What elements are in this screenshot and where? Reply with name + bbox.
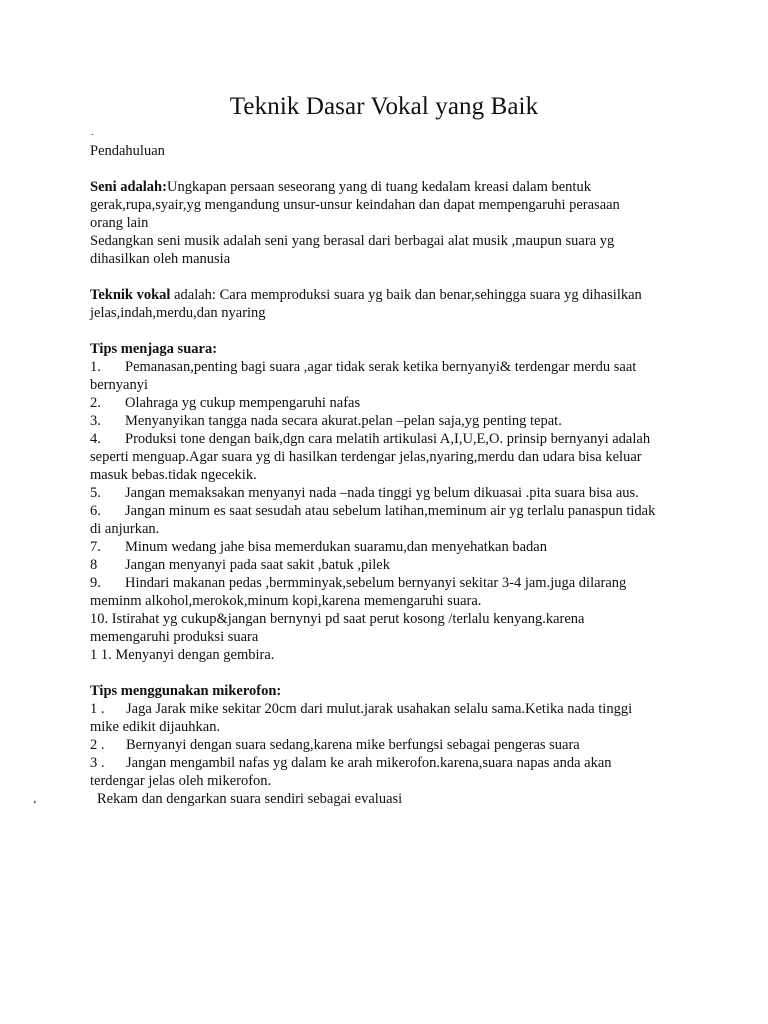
list-item-text: Jangan minum es saat sesudah atau sebelum latihan,meminum air yg terlalu panaspun tidak (125, 503, 656, 519)
list-item-line (90, 502, 690, 520)
teknik-definition-line-2: jelas,indah,merdu,dan nyaring (90, 305, 266, 321)
list-item-line (90, 754, 690, 772)
list-number: 5. (90, 485, 101, 501)
tips-suara-list (90, 358, 690, 610)
list-item-text: Jangan menyanyi pada saat sakit ,batuk ,pilek (125, 557, 390, 573)
list-item-line (90, 412, 690, 430)
seni-definition-line-2: gerak,rupa,syair,yg mengandung unsur-unsur keindahan dan dapat mempengaruhi perasaan (90, 197, 620, 213)
tips-mic-last-item (33, 790, 690, 808)
intro-heading: Pendahuluan (90, 143, 165, 159)
tips-suara-item-10-line-1: 10. Istirahat yg cukup&jangan bernynyi pd saat perut kosong /terlalu kenyang.karena (90, 611, 585, 627)
seni-label: Seni adalah: (90, 179, 167, 195)
list-item-line (90, 484, 690, 502)
list-item-line (90, 448, 690, 466)
list-item-text: mike edikit dijauhkan. (90, 719, 221, 735)
list-item-text: Jangan memaksakan menyanyi nada –nada tinggi yg belum dikuasai .pita suara bisa aus. (125, 485, 639, 501)
list-number: 1 . (90, 701, 105, 717)
list-item-line (90, 718, 690, 736)
tips-suara-item-11: 1 1. Menyanyi dengan gembira. (90, 647, 275, 663)
teknik-label: Teknik vokal (90, 287, 171, 303)
tips-suara-item-10-line-2: memengaruhi produksi suara (90, 629, 259, 645)
list-item-text: di anjurkan. (90, 521, 160, 537)
list-item-text: Rekam dan dengarkan suara sendiri sebagai evaluasi (97, 791, 403, 807)
list-item-line (90, 592, 690, 610)
stray-dot: . (91, 127, 94, 138)
tips-mic-list (90, 700, 690, 790)
list-number: 2 . (90, 737, 105, 753)
document-title: Teknik Dasar Vokal yang Baik (229, 93, 539, 120)
list-item-text: Olahraga yg cukup mempengaruhi nafas (125, 395, 361, 411)
list-number: 6. (90, 503, 101, 519)
list-item-line (90, 736, 690, 754)
list-number: . (33, 791, 37, 807)
list-item-line (90, 394, 690, 412)
list-number: 3. (90, 413, 101, 429)
list-item-text: Pemanasan,penting bagi suara ,agar tidak serak ketika bernyanyi& terdengar merdu saat (125, 359, 637, 375)
list-number: 1. (90, 359, 101, 375)
list-number: 2. (90, 395, 101, 411)
list-item-line (90, 358, 690, 376)
list-item-text: masuk bebas.tidak ngecekik. (90, 467, 257, 483)
list-item-line (90, 574, 690, 592)
list-item-text: Jaga Jarak mike sekitar 20cm dari mulut.jarak usahakan selalu sama.Ketika nada tinggi (126, 701, 633, 717)
list-item-line (90, 376, 690, 394)
list-number: 4. (90, 431, 101, 447)
seni-musik-line-2: dihasilkan oleh manusia (90, 251, 231, 267)
list-item-text: terdengar jelas oleh mikerofon. (90, 773, 272, 789)
seni-definition-line-3: orang lain (90, 215, 149, 231)
list-number: 9. (90, 575, 101, 591)
tips-mic-heading (90, 682, 690, 700)
list-item-line (90, 466, 690, 484)
list-item-line (90, 520, 690, 538)
tips-suara-heading-text: Tips menjaga suara: (90, 341, 218, 357)
tips-suara-heading (90, 340, 690, 358)
teknik-definition-line-1 (90, 286, 690, 304)
list-item-text: meminm alkohol,merokok,minum kopi,karena memengaruhi suara. (90, 593, 482, 609)
list-item-line (90, 700, 690, 718)
list-item-text: seperti menguap.Agar suara yg di hasilkan terdengar jelas,nyaring,merdu dan udara bisa keluar (90, 449, 642, 465)
list-item-text: Menyanyikan tangga nada secara akurat.pelan –pelan saja,yg penting tepat. (125, 413, 562, 429)
seni-musik-line-1: Sedangkan seni musik adalah seni yang berasal dari berbagai alat musik ,maupun suara yg (90, 233, 615, 249)
tips-mic-heading-text: Tips menggunakan mikerofon: (90, 683, 282, 699)
list-item-text: Hindari makanan pedas ,bermminyak,sebelum bernyanyi sekitar 3-4 jam.juga dilarang (125, 575, 627, 591)
list-item-text: Produksi tone dengan baik,dgn cara melatih artikulasi A,I,U,E,O. prinsip bernyanyi adalah (125, 431, 651, 447)
list-item-text: Jangan mengambil nafas yg dalam ke arah mikerofon.karena,suara napas anda akan (126, 755, 612, 771)
list-number: 8 (90, 557, 98, 573)
list-item-text: Minum wedang jahe bisa memerdukan suaramu,dan menyehatkan badan (125, 539, 547, 555)
list-item-text: bernyanyi (90, 377, 148, 393)
list-item-line (90, 538, 690, 556)
seni-definition-line-1 (90, 178, 690, 196)
teknik-text: adalah: Cara memproduksi suara yg baik dan benar,sehingga suara yg dihasilkan (170, 287, 642, 303)
seni-text: Ungkapan persaan seseorang yang di tuang kedalam kreasi dalam bentuk (166, 179, 591, 195)
list-item-line (90, 556, 690, 574)
document-body (33, 124, 690, 808)
list-item-line (90, 430, 690, 448)
list-number: 3 . (90, 755, 105, 771)
list-number: 7. (90, 539, 101, 555)
list-item-text: Bernyanyi dengan suara sedang,karena mike berfungsi sebagai pengeras suara (126, 737, 580, 753)
list-item-line (90, 772, 690, 790)
